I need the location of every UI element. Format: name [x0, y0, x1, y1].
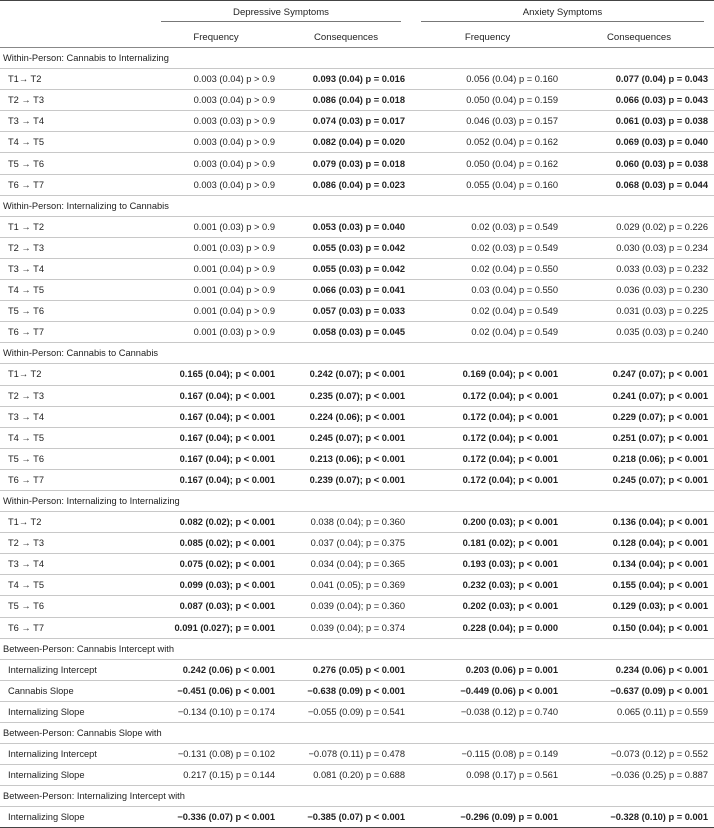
table-cell: 0.093 (0.04) p = 0.016 — [281, 69, 411, 90]
section-label: Within-Person: Internalizing to Internalizing — [0, 490, 714, 511]
table-cell: 0.066 (0.03) p = 0.041 — [281, 280, 411, 301]
row-label: T5 → T6 — [0, 301, 151, 322]
table-cell: 0.036 (0.03) p = 0.230 — [564, 280, 714, 301]
header-frequency-dep: Frequency — [151, 27, 281, 48]
table-cell: 0.046 (0.03) p = 0.157 — [411, 111, 564, 132]
table-cell: 0.001 (0.03) p > 0.9 — [151, 216, 281, 237]
table-row — [0, 111, 714, 132]
section-header-row — [0, 490, 714, 511]
table-row — [0, 680, 714, 701]
table-cell: 0.202 (0.03); p < 0.001 — [411, 596, 564, 617]
table-cell: 0.053 (0.03) p = 0.040 — [281, 216, 411, 237]
table-cell: 0.003 (0.04) p > 0.9 — [151, 153, 281, 174]
table-row — [0, 596, 714, 617]
table-cell: 0.003 (0.04) p > 0.9 — [151, 174, 281, 195]
section-label: Within-Person: Cannabis to Cannabis — [0, 343, 714, 364]
table-cell: 0.200 (0.03); p < 0.001 — [411, 512, 564, 533]
table-cell: 0.003 (0.04) p > 0.9 — [151, 90, 281, 111]
table-cell: 0.091 (0.027); p = 0.001 — [151, 617, 281, 638]
section-label: Between-Person: Internalizing Intercept with — [0, 786, 714, 807]
table-cell: −0.336 (0.07) p < 0.001 — [151, 807, 281, 828]
table-cell: 0.02 (0.04) p = 0.549 — [411, 322, 564, 343]
header-corner — [0, 1, 151, 28]
table-cell: 0.172 (0.04); p < 0.001 — [411, 469, 564, 490]
table-row — [0, 301, 714, 322]
table-cell: 0.057 (0.03) p = 0.033 — [281, 301, 411, 322]
table-cell: 0.276 (0.05) p < 0.001 — [281, 659, 411, 680]
table-cell: 0.169 (0.04); p < 0.001 — [411, 364, 564, 385]
table-row — [0, 448, 714, 469]
table-row — [0, 617, 714, 638]
row-label: Cannabis Slope — [0, 680, 151, 701]
table-cell: 0.172 (0.04); p < 0.001 — [411, 448, 564, 469]
table-cell: 0.039 (0.04); p = 0.360 — [281, 596, 411, 617]
section-label: Between-Person: Cannabis Intercept with — [0, 638, 714, 659]
table-cell: 0.060 (0.03) p = 0.038 — [564, 153, 714, 174]
table-cell: 0.055 (0.04) p = 0.160 — [411, 174, 564, 195]
table-cell: 0.241 (0.07); p < 0.001 — [564, 385, 714, 406]
table-cell: 0.003 (0.04) p > 0.9 — [151, 69, 281, 90]
table-cell: 0.082 (0.02); p < 0.001 — [151, 512, 281, 533]
table-cell: 0.203 (0.06) p = 0.001 — [411, 659, 564, 680]
row-label: T2 → T3 — [0, 90, 151, 111]
table-cell: 0.030 (0.03) p = 0.234 — [564, 237, 714, 258]
table-cell: 0.217 (0.15) p = 0.144 — [151, 765, 281, 786]
table-header — [0, 1, 714, 48]
row-label: T3 → T4 — [0, 111, 151, 132]
row-label: T1→ T2 — [0, 512, 151, 533]
table-cell: 0.041 (0.05); p = 0.369 — [281, 575, 411, 596]
row-label: T5 → T6 — [0, 153, 151, 174]
table-cell: 0.037 (0.04); p = 0.375 — [281, 533, 411, 554]
table-cell: 0.001 (0.04) p > 0.9 — [151, 258, 281, 279]
table-row — [0, 744, 714, 765]
row-label: T6 → T7 — [0, 617, 151, 638]
table-row — [0, 153, 714, 174]
section-header-row — [0, 786, 714, 807]
section-label: Between-Person: Cannabis Slope with — [0, 723, 714, 744]
header-consequences-anx: Consequences — [564, 27, 714, 48]
table-row — [0, 237, 714, 258]
table-cell: −0.637 (0.09) p < 0.001 — [564, 680, 714, 701]
table-cell: 0.228 (0.04); p = 0.000 — [411, 617, 564, 638]
table-row — [0, 322, 714, 343]
table-cell: 0.172 (0.04); p < 0.001 — [411, 406, 564, 427]
row-label: T2 → T3 — [0, 533, 151, 554]
table-row — [0, 216, 714, 237]
table-cell: 0.003 (0.03) p > 0.9 — [151, 111, 281, 132]
table-cell: 0.242 (0.06) p < 0.001 — [151, 659, 281, 680]
table-cell: 0.232 (0.03); p < 0.001 — [411, 575, 564, 596]
table-cell: 0.02 (0.03) p = 0.549 — [411, 237, 564, 258]
table-cell: 0.058 (0.03) p = 0.045 — [281, 322, 411, 343]
table-cell: 0.085 (0.02); p < 0.001 — [151, 533, 281, 554]
table-cell: 0.055 (0.03) p = 0.042 — [281, 258, 411, 279]
table-row — [0, 174, 714, 195]
header-consequences-dep: Consequences — [281, 27, 411, 48]
table-cell: 0.001 (0.03) p > 0.9 — [151, 322, 281, 343]
row-label: Internalizing Slope — [0, 807, 151, 828]
table-row — [0, 132, 714, 153]
table-row — [0, 575, 714, 596]
section-header-row — [0, 195, 714, 216]
table-cell: 0.079 (0.03) p = 0.018 — [281, 153, 411, 174]
table-cell: 0.239 (0.07); p < 0.001 — [281, 469, 411, 490]
table-cell: 0.086 (0.04) p = 0.023 — [281, 174, 411, 195]
section-label: Within-Person: Cannabis to Internalizing — [0, 48, 714, 69]
table-cell: 0.087 (0.03); p < 0.001 — [151, 596, 281, 617]
table-cell: 0.035 (0.03) p = 0.240 — [564, 322, 714, 343]
table-cell: −0.036 (0.25) p = 0.887 — [564, 765, 714, 786]
table-cell: 0.074 (0.03) p = 0.017 — [281, 111, 411, 132]
row-label: T6 → T7 — [0, 469, 151, 490]
row-label: T6 → T7 — [0, 322, 151, 343]
table-cell: 0.098 (0.17) p = 0.561 — [411, 765, 564, 786]
table-row — [0, 701, 714, 722]
table-cell: −0.328 (0.10) p = 0.001 — [564, 807, 714, 828]
table-cell: 0.031 (0.03) p = 0.225 — [564, 301, 714, 322]
table-cell: 0.150 (0.04); p < 0.001 — [564, 617, 714, 638]
table-cell: 0.001 (0.04) p > 0.9 — [151, 301, 281, 322]
table-cell: 0.193 (0.03); p < 0.001 — [411, 554, 564, 575]
header-depressive-symptoms — [151, 1, 411, 28]
table-cell: 0.056 (0.04) p = 0.160 — [411, 69, 564, 90]
table-cell: 0.069 (0.03) p = 0.040 — [564, 132, 714, 153]
row-label: T5 → T6 — [0, 448, 151, 469]
table-cell: 0.181 (0.02); p < 0.001 — [411, 533, 564, 554]
table-cell: 0.050 (0.04) p = 0.162 — [411, 153, 564, 174]
row-label: Internalizing Slope — [0, 701, 151, 722]
table-cell: −0.131 (0.08) p = 0.102 — [151, 744, 281, 765]
table-row — [0, 69, 714, 90]
header-blank — [0, 27, 151, 48]
row-label: T3 → T4 — [0, 406, 151, 427]
table-cell: 0.02 (0.03) p = 0.549 — [411, 216, 564, 237]
table-cell: −0.078 (0.11) p = 0.478 — [281, 744, 411, 765]
table-cell: 0.081 (0.20) p = 0.688 — [281, 765, 411, 786]
row-label: Internalizing Intercept — [0, 744, 151, 765]
table-row — [0, 807, 714, 828]
table-cell: 0.086 (0.04) p = 0.018 — [281, 90, 411, 111]
row-label: T2 → T3 — [0, 385, 151, 406]
table-cell: −0.449 (0.06) p < 0.001 — [411, 680, 564, 701]
table-cell: 0.245 (0.07); p < 0.001 — [281, 427, 411, 448]
table-cell: 0.247 (0.07); p < 0.001 — [564, 364, 714, 385]
table-row — [0, 469, 714, 490]
table-cell: 0.167 (0.04); p < 0.001 — [151, 469, 281, 490]
table-cell: 0.245 (0.07); p < 0.001 — [564, 469, 714, 490]
table-cell: 0.029 (0.02) p = 0.226 — [564, 216, 714, 237]
table-cell: 0.077 (0.04) p = 0.043 — [564, 69, 714, 90]
table-row — [0, 427, 714, 448]
row-label: T4 → T5 — [0, 132, 151, 153]
table-cell: 0.001 (0.03) p > 0.9 — [151, 237, 281, 258]
table-cell: 0.134 (0.04); p < 0.001 — [564, 554, 714, 575]
table-cell: 0.172 (0.04); p < 0.001 — [411, 427, 564, 448]
section-header-row — [0, 343, 714, 364]
section-header-row — [0, 723, 714, 744]
table-cell: 0.235 (0.07); p < 0.001 — [281, 385, 411, 406]
table-cell: −0.134 (0.10) p = 0.174 — [151, 701, 281, 722]
header-anxiety-symptoms — [411, 1, 714, 28]
table-cell: 0.003 (0.04) p > 0.9 — [151, 132, 281, 153]
table-cell: 0.075 (0.02); p < 0.001 — [151, 554, 281, 575]
table-cell: 0.03 (0.04) p = 0.550 — [411, 280, 564, 301]
table-row — [0, 765, 714, 786]
table-cell: 0.034 (0.04); p = 0.365 — [281, 554, 411, 575]
row-label: T2 → T3 — [0, 237, 151, 258]
section-header-row — [0, 638, 714, 659]
table-cell: −0.073 (0.12) p = 0.552 — [564, 744, 714, 765]
row-label: T4 → T5 — [0, 575, 151, 596]
header-group-label: Anxiety Symptoms — [421, 7, 704, 22]
table-cell: 0.224 (0.06); p < 0.001 — [281, 406, 411, 427]
row-label: T3 → T4 — [0, 554, 151, 575]
section-label: Within-Person: Internalizing to Cannabis — [0, 195, 714, 216]
table-cell: 0.218 (0.06); p < 0.001 — [564, 448, 714, 469]
table-body — [0, 48, 714, 828]
table-row — [0, 90, 714, 111]
table-cell: 0.242 (0.07); p < 0.001 — [281, 364, 411, 385]
table-cell: −0.638 (0.09) p < 0.001 — [281, 680, 411, 701]
table-cell: 0.099 (0.03); p < 0.001 — [151, 575, 281, 596]
table-row — [0, 554, 714, 575]
table-cell: 0.082 (0.04) p = 0.020 — [281, 132, 411, 153]
table-cell: 0.02 (0.04) p = 0.550 — [411, 258, 564, 279]
header-frequency-anx: Frequency — [411, 27, 564, 48]
row-label: Internalizing Intercept — [0, 659, 151, 680]
row-label: T1→ T2 — [0, 69, 151, 90]
table-cell: 0.229 (0.07); p < 0.001 — [564, 406, 714, 427]
table-cell: 0.039 (0.04); p = 0.374 — [281, 617, 411, 638]
row-label: T4 → T5 — [0, 280, 151, 301]
table-cell: 0.167 (0.04); p < 0.001 — [151, 385, 281, 406]
row-label: Internalizing Slope — [0, 765, 151, 786]
table-cell: 0.065 (0.11) p = 0.559 — [564, 701, 714, 722]
header-group-label: Depressive Symptoms — [161, 7, 401, 22]
table-cell: 0.061 (0.03) p = 0.038 — [564, 111, 714, 132]
table-cell: −0.055 (0.09) p = 0.541 — [281, 701, 411, 722]
table-row — [0, 512, 714, 533]
table-cell: 0.066 (0.03) p = 0.043 — [564, 90, 714, 111]
table-row — [0, 533, 714, 554]
table-cell: −0.296 (0.09) p = 0.001 — [411, 807, 564, 828]
row-label: T5 → T6 — [0, 596, 151, 617]
table-cell: 0.234 (0.06) p < 0.001 — [564, 659, 714, 680]
table-cell: 0.050 (0.04) p = 0.159 — [411, 90, 564, 111]
table-cell: −0.451 (0.06) p < 0.001 — [151, 680, 281, 701]
table-row — [0, 364, 714, 385]
table-cell: 0.167 (0.04); p < 0.001 — [151, 406, 281, 427]
row-label: T1 → T2 — [0, 216, 151, 237]
row-label: T3 → T4 — [0, 258, 151, 279]
table-row — [0, 385, 714, 406]
table-cell: −0.385 (0.07) p < 0.001 — [281, 807, 411, 828]
table-row — [0, 280, 714, 301]
table-cell: 0.136 (0.04); p < 0.001 — [564, 512, 714, 533]
table-cell: 0.172 (0.04); p < 0.001 — [411, 385, 564, 406]
table-cell: 0.001 (0.04) p > 0.9 — [151, 280, 281, 301]
row-label: T4 → T5 — [0, 427, 151, 448]
table-cell: 0.155 (0.04); p < 0.001 — [564, 575, 714, 596]
table-cell: 0.02 (0.04) p = 0.549 — [411, 301, 564, 322]
table-row — [0, 406, 714, 427]
table-cell: 0.052 (0.04) p = 0.162 — [411, 132, 564, 153]
table-row — [0, 659, 714, 680]
table-cell: 0.167 (0.04); p < 0.001 — [151, 427, 281, 448]
table-row — [0, 258, 714, 279]
table-cell: 0.033 (0.03) p = 0.232 — [564, 258, 714, 279]
table-cell: 0.055 (0.03) p = 0.042 — [281, 237, 411, 258]
table-cell: −0.115 (0.08) p = 0.149 — [411, 744, 564, 765]
row-label: T1→ T2 — [0, 364, 151, 385]
table-cell: 0.251 (0.07); p < 0.001 — [564, 427, 714, 448]
table-cell: −0.038 (0.12) p = 0.740 — [411, 701, 564, 722]
table-cell: 0.165 (0.04); p < 0.001 — [151, 364, 281, 385]
table-cell: 0.128 (0.04); p < 0.001 — [564, 533, 714, 554]
table-cell: 0.068 (0.03) p = 0.044 — [564, 174, 714, 195]
section-header-row — [0, 48, 714, 69]
table-cell: 0.038 (0.04); p = 0.360 — [281, 512, 411, 533]
table-cell: 0.213 (0.06); p < 0.001 — [281, 448, 411, 469]
table-cell: 0.129 (0.03); p < 0.001 — [564, 596, 714, 617]
table-cell: 0.167 (0.04); p < 0.001 — [151, 448, 281, 469]
row-label: T6 → T7 — [0, 174, 151, 195]
